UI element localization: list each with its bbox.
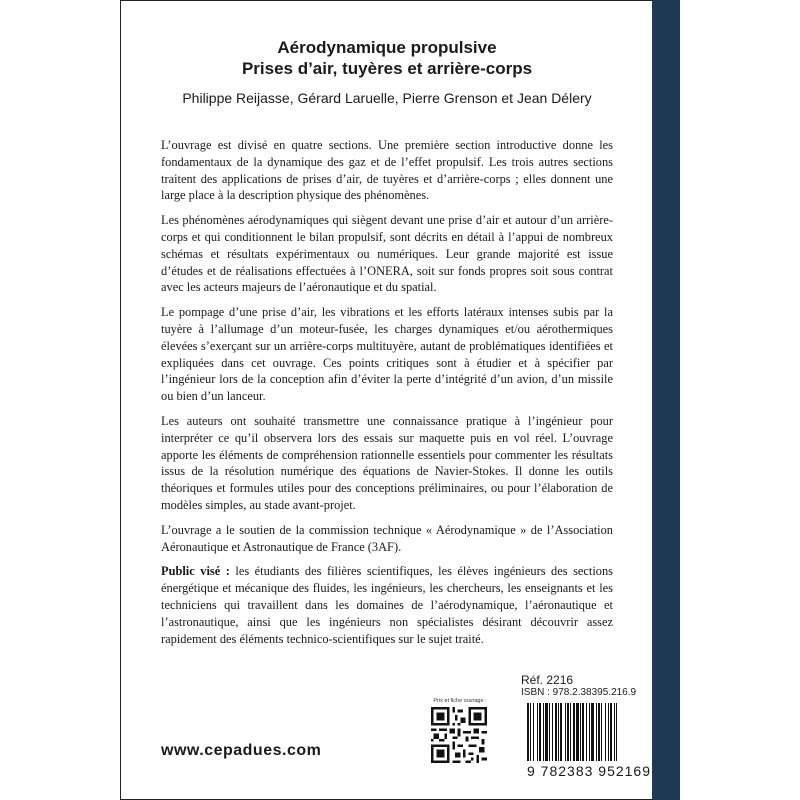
barcode-number: 9 782383 952169 [527, 763, 651, 779]
back-cover [120, 0, 652, 800]
audience-text: les étudiants des filières scientifiques, les élèves ingénieurs des sections énergétique et mécanique des fluides, les ingénieurs, les chercheurs, les enseignants et les techniciens qui travaillent dans les domaines de l’aérodynamique, l’aéronautique et l’astronautique, ainsi que les ingénieurs non spécialistes désirant découvrir assez rapidement des éléments technico-scientifiques sur le sujet traité. [161, 564, 613, 646]
qr-label: Prix et fiche ouvrage : [433, 698, 487, 704]
audience-label: Public visé : [161, 564, 230, 579]
reference-block [521, 673, 636, 699]
audience-paragraph [161, 563, 613, 647]
book-title: Aérodynamique propulsive [277, 38, 497, 57]
paragraph: Les phénomènes aérodynamiques qui siègent devant une prise d’air et autour d’un arrière-corps et qui conditionnent le bilan propulsif, sont décrits en détail à l’appui de nombreux schémas et résultats expérimentaux ou numériques. Leur grande majorité est issue d’études et de réalisations effectuées à l’ONERA, soit sur fonds propres soit sous contrat avec les acteurs majeurs de l’aéronautique et du spatial. [161, 213, 613, 295]
reference-number: Réf. 2216 [521, 673, 574, 687]
authors: Philippe Reijasse, Gérard Laruelle, Pierre Grenson et Jean Délery [182, 90, 592, 106]
publisher-website[interactable]: www.cepadues.com [161, 742, 322, 759]
book-subtitle: Prises d’air, tuyères et arrière-corps [241, 59, 533, 78]
paragraph: L’ouvrage est divisé en quatre sections. Une première section introductive donne les fondamentaux de la dynamique des gaz et de l’effet propulsif. Les trois autres sections traitent des applications de prises d’air, de tuyères et d’arrière-corps ; elles donnent une large place à la description physique des phénomènes. [161, 138, 613, 203]
qr-code-icon[interactable] [431, 707, 487, 763]
paragraph: Les auteurs ont souhaité transmettre une connaissance pratique à l’ingénieur pour interpréter ce qu’il observera lors des essais sur maquette puis en vol réel. L’ouvrage apporte les éléments de compréhension rationnelle essentiels pour commenter les résultats issus de la résolution numérique des équations de Navier-Stokes. Il donne les outils théoriques et formules utiles pour des conceptions préliminaires, ou pour l’élaboration de modèles simples, au stade avant-projet. [161, 413, 613, 512]
isbn: ISBN : 978.2.38395.216.9 [521, 687, 637, 698]
paragraph: L’ouvrage a le soutien de la commission technique « Aérodynamique » de l’Association Aéronautique et Astronautique de France (3AF). [161, 522, 613, 554]
paragraph: Le pompage d’une prise d’air, les vibrations et les efforts latéraux intenses subis par la tuyère à l’allumage d’un moteur-fusée, les charges dynamiques et/ou aérothermiques élevées s’exerçant sur un arrière-corps multituyère, autant de problématiques identifiées et expliquées dans cet ouvrage. Ces points critiques sont à étudier et à spécifier par l’ingénieur lors de la conception afin d’éviter la perte d’intégrité d’un avion, d’un missile ou bien d’un lanceur. [161, 305, 613, 404]
blurb [161, 137, 613, 655]
spine-edge [652, 0, 680, 800]
